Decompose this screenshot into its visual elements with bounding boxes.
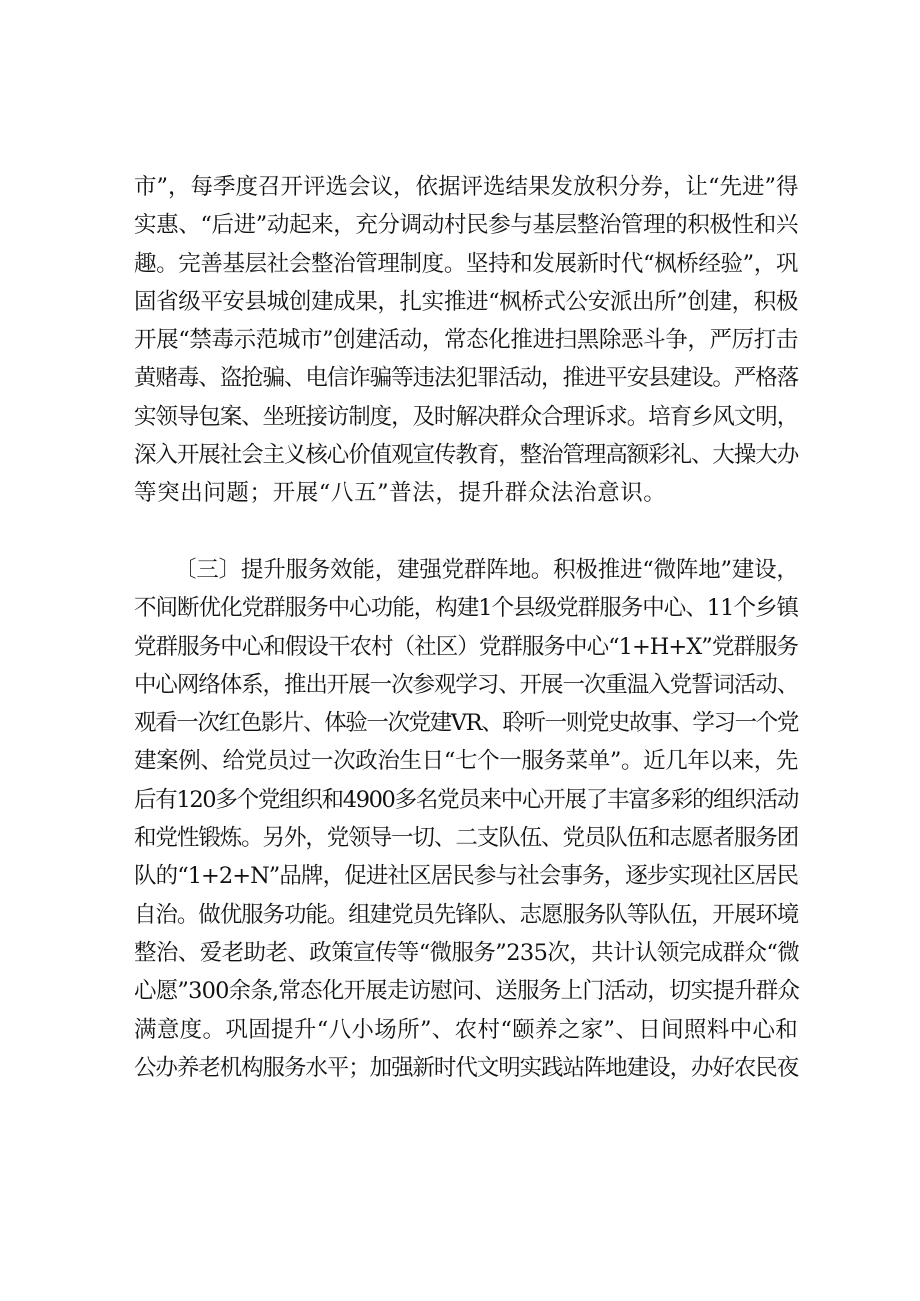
text-line: 和党性锻炼。另外，党领导一切、二支队伍、党员队伍和志愿者服务团 — [134, 825, 798, 852]
text-line: 黄赌毒、盗抢骗、电信诈骗等违法犯罪活动，推进平安县建设。严格落 — [134, 365, 798, 392]
text-line: 心愿”300余条,常态化开展走访慰问、送服务上门活动，切实提升群众 — [134, 978, 800, 1005]
text-line: 开展“禁毒示范城市”创建活动，常态化推进扫黑除恶斗争，严厉打击 — [134, 327, 798, 354]
section-heading-line: 〔三〕提升服务效能，建强党群阵地。积极推进“微阵地”建设， — [174, 557, 799, 583]
text-line: 满意度。巩固提升“八小场所”、农村“颐养之家”、日间照料中心和 — [134, 1016, 798, 1043]
paragraph-2 — [134, 551, 798, 1087]
text-line: 整治、爱老助老、政策宣传等“微服务”235次，共计认领完成群众“微 — [134, 939, 800, 966]
text-line: 党群服务中心和假设干农村（社区）党群服务中心“1+H+X”党群服务 — [134, 633, 798, 660]
text-line: 公办养老机构服务水平；加强新时代文明实践站阵地建设，办好农民夜 — [134, 1054, 798, 1081]
text-line: 实惠、“后进”动起来，充分调动村民参与基层整治管理的积极性和兴 — [134, 212, 798, 239]
text-line: 等突出问题；开展“八五”普法，提升群众法治意识。 — [134, 480, 667, 507]
text-line: 深入开展社会主义核心价值观宣传教育，整治管理高额彩礼、大操大办 — [134, 442, 798, 469]
text-line: 实领导包案、坐班接访制度，及时解决群众合理诉求。培育乡风文明， — [134, 403, 798, 430]
text-line: 自治。做优服务功能。组建党员先锋队、志愿服务队等队伍，开展环境 — [134, 901, 798, 928]
text-line: 固省级平安县城创建成果，扎实推进“枫桥式公安派出所”创建，积极 — [134, 288, 798, 315]
text-line: 观看一次红色影片、体验一次党建VR、聆听一则党史故事、学习一个党 — [134, 710, 798, 737]
text-line: 后有120多个党组织和4900多名党员来中心开展了丰富多彩的组织活动 — [134, 786, 798, 813]
text-line: 不间断优化党群服务中心功能，构建1个县级党群服务中心、11个乡镇 — [134, 595, 798, 622]
text-line: 趣。完善基层社会整治管理制度。坚持和发展新时代“枫桥经验”，巩 — [134, 250, 798, 277]
text-line: 市”，每季度召开评选会议，依据评选结果发放积分券，让“先进”得 — [134, 174, 799, 200]
text-line: 队的“1+2+N”品牌，促进社区居民参与社会事务，逐步实现社区居民 — [134, 863, 798, 890]
paragraph-1 — [134, 168, 798, 513]
text-line: 建案例、给党员过一次政治生日“七个一服务菜单”。近几年以来，先 — [134, 748, 798, 775]
text-line: 中心网络体系，推出开展一次参观学习、开展一次重温入党誓词活动、 — [134, 671, 798, 698]
